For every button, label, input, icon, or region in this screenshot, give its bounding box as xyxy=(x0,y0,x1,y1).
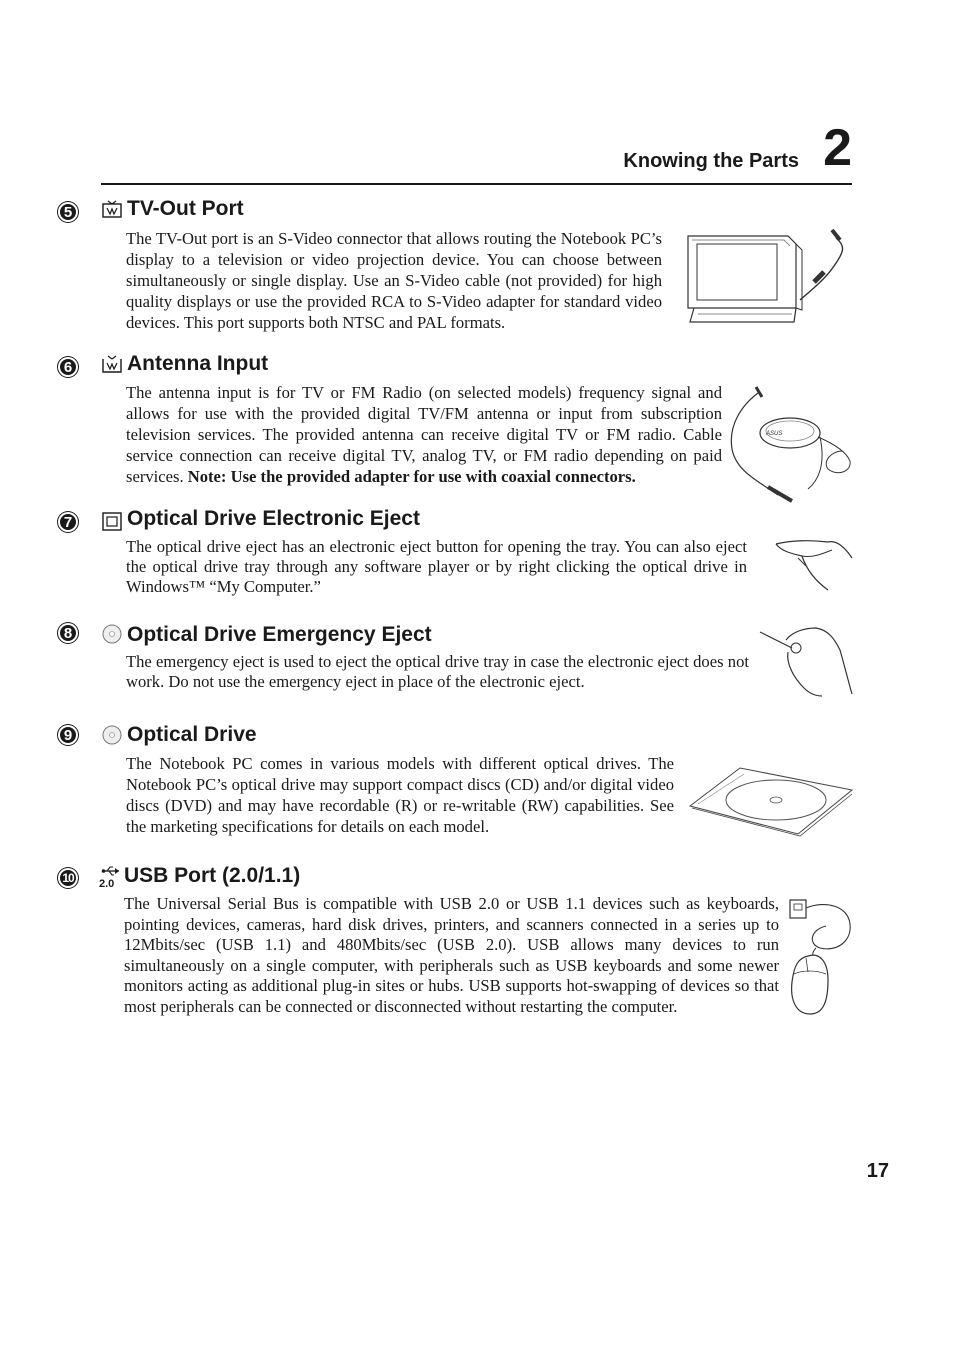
section-title-tv-out: TV-Out Port xyxy=(127,197,244,220)
section-body-emergency-eject: The emergency eject is used to eject the optical drive tray in case the electronic eject does not work. Do not use the emergency eject in place of the electronic eject. xyxy=(126,652,749,691)
section-number-badge: 9 xyxy=(58,725,78,745)
section-title-antenna: Antenna Input xyxy=(127,352,269,375)
antenna-illustration xyxy=(728,385,854,505)
section-body-optical-drive: The Notebook PC comes in various models with different optical drives. The Notebook PC’s optical drive may support compact discs (CD) and/or digital video discs (DVD) and may have recordable (R) or re-writable (RW) capabilities. See the marketing specifications for details on each model. xyxy=(126,754,674,836)
tv-monitor-illustration xyxy=(684,218,854,328)
section-number-badge: 5 xyxy=(58,202,78,222)
chapter-title: Knowing the Parts xyxy=(623,150,799,172)
finger-press-illustration xyxy=(772,536,854,594)
eject-button-icon xyxy=(101,511,123,531)
page-number: 17 xyxy=(866,1160,889,1182)
optical-drive-tray-illustration xyxy=(688,766,854,838)
antenna-input-icon xyxy=(101,355,123,375)
section-title-usb: USB Port (2.0/1.1) xyxy=(124,864,301,887)
section-body-tv-out: The TV-Out port is an S-Video connector that allows routing the Notebook PC’s display to a television or video projection device. You can choose between simultaneously or single display. Use an S-Video cable (not provided) for high quality displays or use the provided RCA to S-Video adapter for standard video devices. This port supports both NTSC and PAL formats. xyxy=(126,229,662,332)
section-body-usb: The Universal Serial Bus is compatible with USB 2.0 or USB 1.1 devices such as keyboards, pointing devices, cameras, hard disk drives, printers, and scanners connected in a series up to 12Mbits/sec (USB 1.1) and 480Mbits/sec (USB 2.0). USB allows many devices to run simultaneously on a single computer, with peripherals such as USB keyboards and some newer monitors acting as additional plug-in sites or hubs. USB supports hot-swapping of devices so that most peripherals can be connected or disconnected without restarting the computer. xyxy=(124,894,779,1016)
section-number-badge: 7 xyxy=(58,512,78,532)
paperclip-hand-illustration xyxy=(758,626,854,698)
section-body-electronic-eject: The optical drive eject has an electronic eject button for opening the tray. You can also eject the optical drive tray through any software player or by right clicking the optical drive in Windows™ “My Computer.” xyxy=(126,537,747,596)
section-number-badge: 6 xyxy=(58,357,78,377)
section-body-antenna xyxy=(126,382,722,487)
usb-mouse-illustration xyxy=(786,896,854,1018)
usb-version-label: 2.0 xyxy=(99,878,115,890)
section-title-emergency-eject: Optical Drive Emergency Eject xyxy=(127,623,432,646)
usb-icon xyxy=(101,864,121,878)
tv-out-icon xyxy=(101,200,123,220)
chapter-number: 2 xyxy=(823,119,852,177)
antenna-brand-logo: ASUS xyxy=(766,431,783,437)
antenna-note: Note: Use the provided adapter for use with coaxial connectors. xyxy=(187,467,636,486)
disc-icon xyxy=(101,624,123,644)
disc-icon xyxy=(101,725,123,745)
section-title-optical-drive: Optical Drive xyxy=(127,723,257,746)
section-title-electronic-eject: Optical Drive Electronic Eject xyxy=(127,507,420,530)
antenna-body-text: The antenna input is for TV or FM Radio (on selected models) frequency signal and allows for use with the provided digital TV/FM antenna or input from subscription television services. The provided antenna can receive digital TV or FM radio. Cable service connection can receive digital TV, analog TV, or FM radio depending on paid services. xyxy=(126,383,722,486)
section-number-badge: 8 xyxy=(58,623,78,643)
header-divider xyxy=(101,183,852,185)
section-number-badge: 10 xyxy=(58,868,78,888)
